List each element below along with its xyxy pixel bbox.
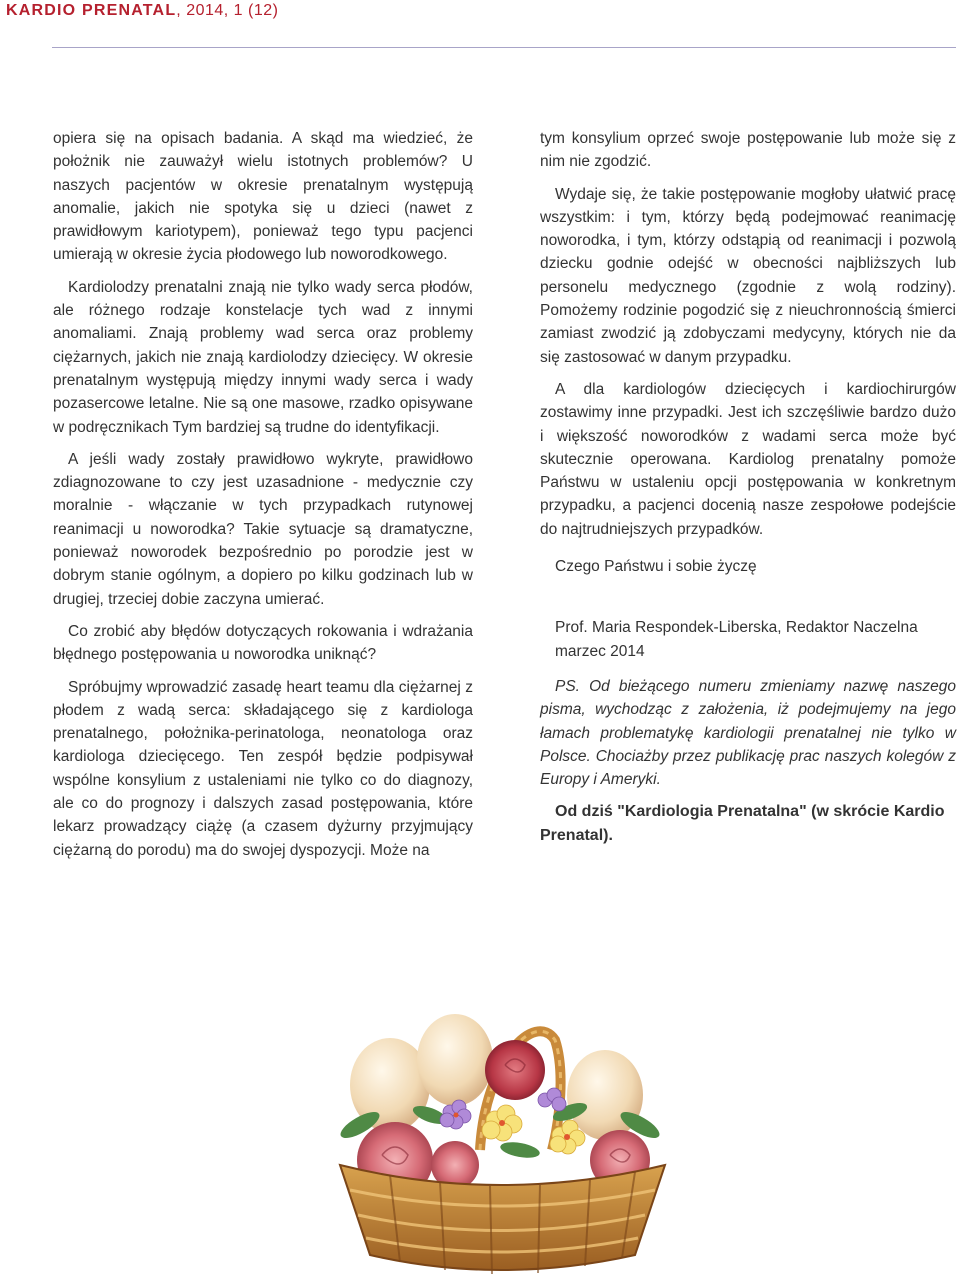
easter-basket-illustration xyxy=(320,1000,680,1280)
paragraph: A jeśli wady zostały prawidłowo wykryte, prawidłowo zdiagnozowane to czy jest uzasadnione - medycznie czy moralnie - włączanie w tych przypadkach rutynowej reanimacji u noworodka? Takie sytuacje są dramatyczne, ponieważ noworodek bezpośrednio po porodzie jest w dobrym stanie ogólnym, a dopiero po kilku godzinach lub w drugiej, trzeciej dobie zaczyna umierać. xyxy=(53,450,473,608)
right-column xyxy=(540,127,956,856)
paragraph: Wydaje się, że takie postępowanie mogłoby ułatwić pracę wszystkim: i tym, którzy będą podejmować reanimację noworodka, i tym, którzy odstąpią od reanimacji i pozwolą dziecku godnie odejść w obecności najbliższych lub personelu medycznego (zgodnie z wolą rodziny). Pomożemy rodzinie pogodzić się z nieuchronnością śmierci zamiast zwodzić ją zdobyczami medycyny, których nie da się zastosować w danym przypadku. xyxy=(540,185,956,366)
signature-date: marzec 2014 xyxy=(555,642,645,660)
paragraph: Spróbujmy wprowadzić zasadę heart teamu dla ciężarnej z płodem z wadą serca: składającego się z kardiologa prenatalnego, położnika-perinatologa, neonatologa oraz kardiologa dziecięcego. Ten zespół będzie podpisywał wspólne konsylium z ustaleniami nie tylko co do diagnozy, ale co do prognozy i dalszych zasad postępowania, które lekarz prowadzący ciążę (a czasem dyżurny przyjmujący ciężarną do porodu) ma do swojej dyspozycji. Może na xyxy=(53,678,473,859)
wish-line: Czego Państwu i sobie życzę xyxy=(555,558,757,576)
name-change-announcement: Od dziś "Kardiologia Prenatalna" (w skrócie Kardio Prenatal). xyxy=(540,803,945,844)
paragraph: Kardiolodzy prenatalni znają nie tylko wady serca płodów, ale różnego rodzaje konstelacje tych wad z innymi anomaliami. Znają problemy wad serca oraz problemy ciężarnych, jakich nie znają kardiolodzy dziecięcy. W okresie prenatalnym występują między innymi wady serca i wady pozasercowe letalne. Nie są one masowe, rzadko opisywane w podręcznikach Tym bardziej są trudne do identyfikacji. xyxy=(53,278,473,436)
paragraph: opiera się na opisach badania. A skąd ma wiedzieć, że położnik nie zauważył wielu istotnych problemów? U naszych pacjentów w okresie prenatalnym występują anomalie, jakich nie spotyka się u dzieci (nawet z prawidłowym kariotypem), ponieważ tego typu pacjenci umierają w okresie życia płodowego lub noworodkowego. xyxy=(53,130,473,264)
paragraph: tym konsylium oprzeć swoje postępowanie lub może się z nim nie zgodzić. xyxy=(540,130,956,171)
header-rule xyxy=(52,47,956,48)
rose xyxy=(485,1040,545,1100)
egg xyxy=(417,1014,493,1106)
issue-info: , 2014, 1 (12) xyxy=(176,2,279,19)
paragraph: A dla kardiologów dziecięcych i kardiochirurgów zostawimy inne przypadki. Jest ich szczęśliwie bardzo dużo i większość noworodków z wadami serca może być skutecznie operowana. Kardiolog prenatalny pomoże Państwu w ustaleniu opcji postępowania w konkretnym przypadku, a pacjenci docenią nasze zespołowe podejście do najtrudniejszych przypadków. xyxy=(540,380,956,538)
signature: Prof. Maria Respondek-Liberska, Redaktor Naczelna xyxy=(555,619,918,637)
journal-name: KARDIO PRENATAL xyxy=(6,2,177,19)
left-column xyxy=(53,127,473,871)
paragraph: Co zrobić aby błędów dotyczących rokowania i wdrażania błędnego postępowania u noworodka uniknąć? xyxy=(53,622,473,664)
ps-note: PS. Od bieżącego numeru zmieniamy nazwę naszego pisma, wychodząc z założenia, iż podejmujemy na jego łamach problematykę kardiologii prenatalnej nie tylko w Polsce. Chociażby przez publikację prac naszych kolegów z Europy i Ameryki. xyxy=(540,677,956,789)
running-header xyxy=(6,2,278,20)
basket-body xyxy=(340,1165,665,1270)
